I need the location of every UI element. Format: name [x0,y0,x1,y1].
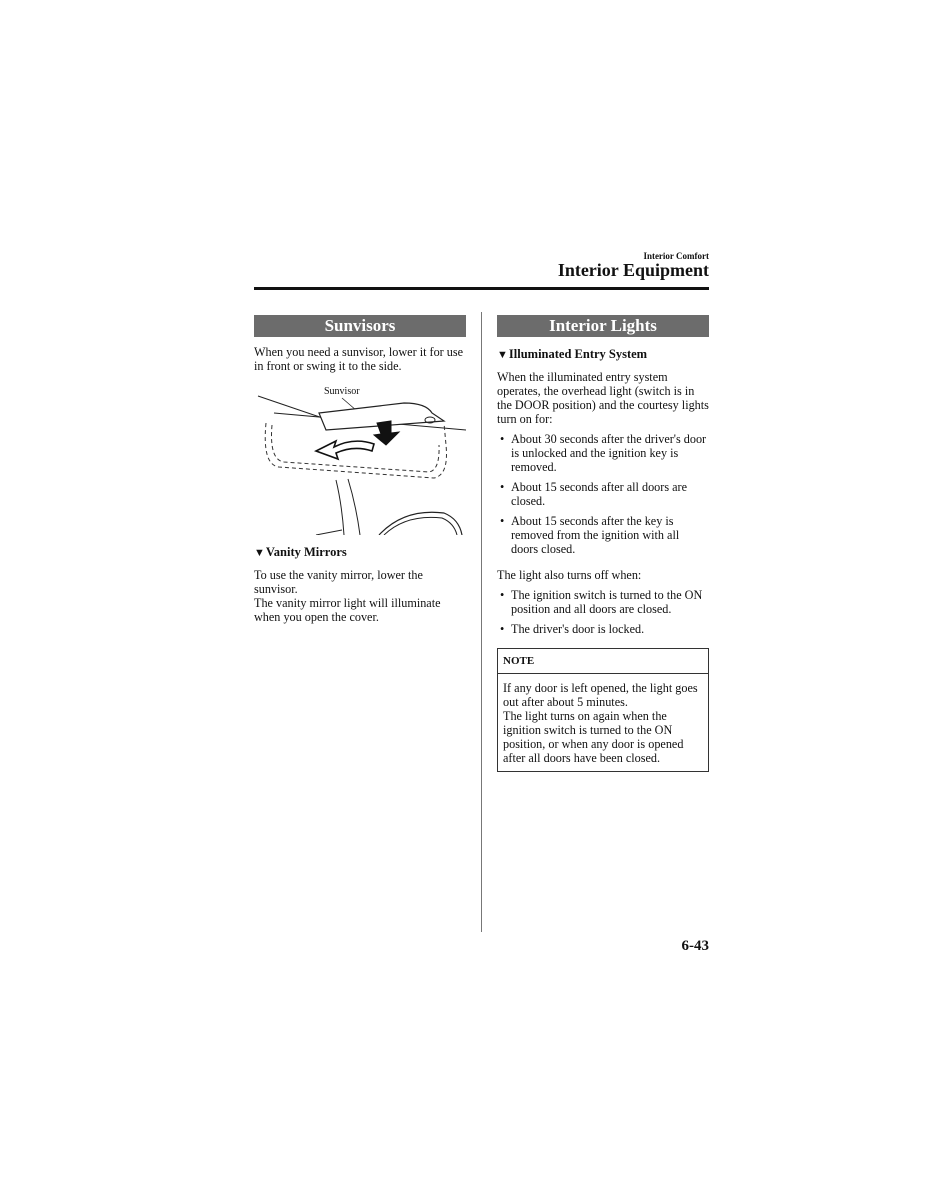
vanity-paragraph-1: To use the vanity mirror, lower the sunvisor. [254,568,423,596]
page-number: 6-43 [681,938,709,954]
note-box [497,648,709,772]
note-body [498,674,708,771]
note-title: NOTE [498,649,708,674]
sunvisors-banner: Sunvisors [254,315,466,337]
sunvisor-illustration [254,385,466,535]
sunvisor-drawing [254,385,466,535]
interior-lights-banner: Interior Lights [497,315,709,337]
page-title: Interior Equipment [557,260,709,280]
vanity-paragraph-2: The vanity mirror light will illuminate when you open the cover. [254,596,441,624]
list-item: • About 15 seconds after the key is removed from the ignition with all doors closed. [497,514,709,556]
vanity-mirrors-heading: ▼Vanity Mirrors [254,545,347,559]
left-column [254,315,466,624]
turn-off-list [497,588,709,636]
right-column [497,315,709,772]
note-paragraph-2: The light turns on again when the ignition switch is turned to the ON position, or when any door is opened after all doors have been closed. [503,709,684,765]
figure-label: Sunvisor [324,386,360,397]
illuminated-entry-intro: When the illuminated entry system operates, the overhead light (switch is in the DOOR position) and the courtesy lights turn on for: [497,370,709,426]
list-item: • The driver's door is locked. [497,622,709,636]
illuminated-entry-heading: ▼Illuminated Entry System [497,347,648,361]
header-rule [254,287,709,290]
column-divider [481,312,482,932]
down-triangle-icon: ▼ [497,349,508,361]
note-paragraph-1: If any door is left opened, the light goes out after about 5 minutes. [503,681,698,709]
list-item: • The ignition switch is turned to the ON position and all doors are closed. [497,588,709,616]
section-label: Interior Comfort [643,251,709,261]
list-item: • About 15 seconds after all doors are closed. [497,480,709,508]
sunvisors-intro: When you need a sunvisor, lower it for use in front or swing it to the side. [254,345,464,373]
list-item: • About 30 seconds after the driver's door is unlocked and the ignition key is removed. [497,432,709,474]
turn-off-intro: The light also turns off when: [497,568,642,582]
turn-on-list [497,432,709,556]
down-triangle-icon: ▼ [254,547,265,559]
